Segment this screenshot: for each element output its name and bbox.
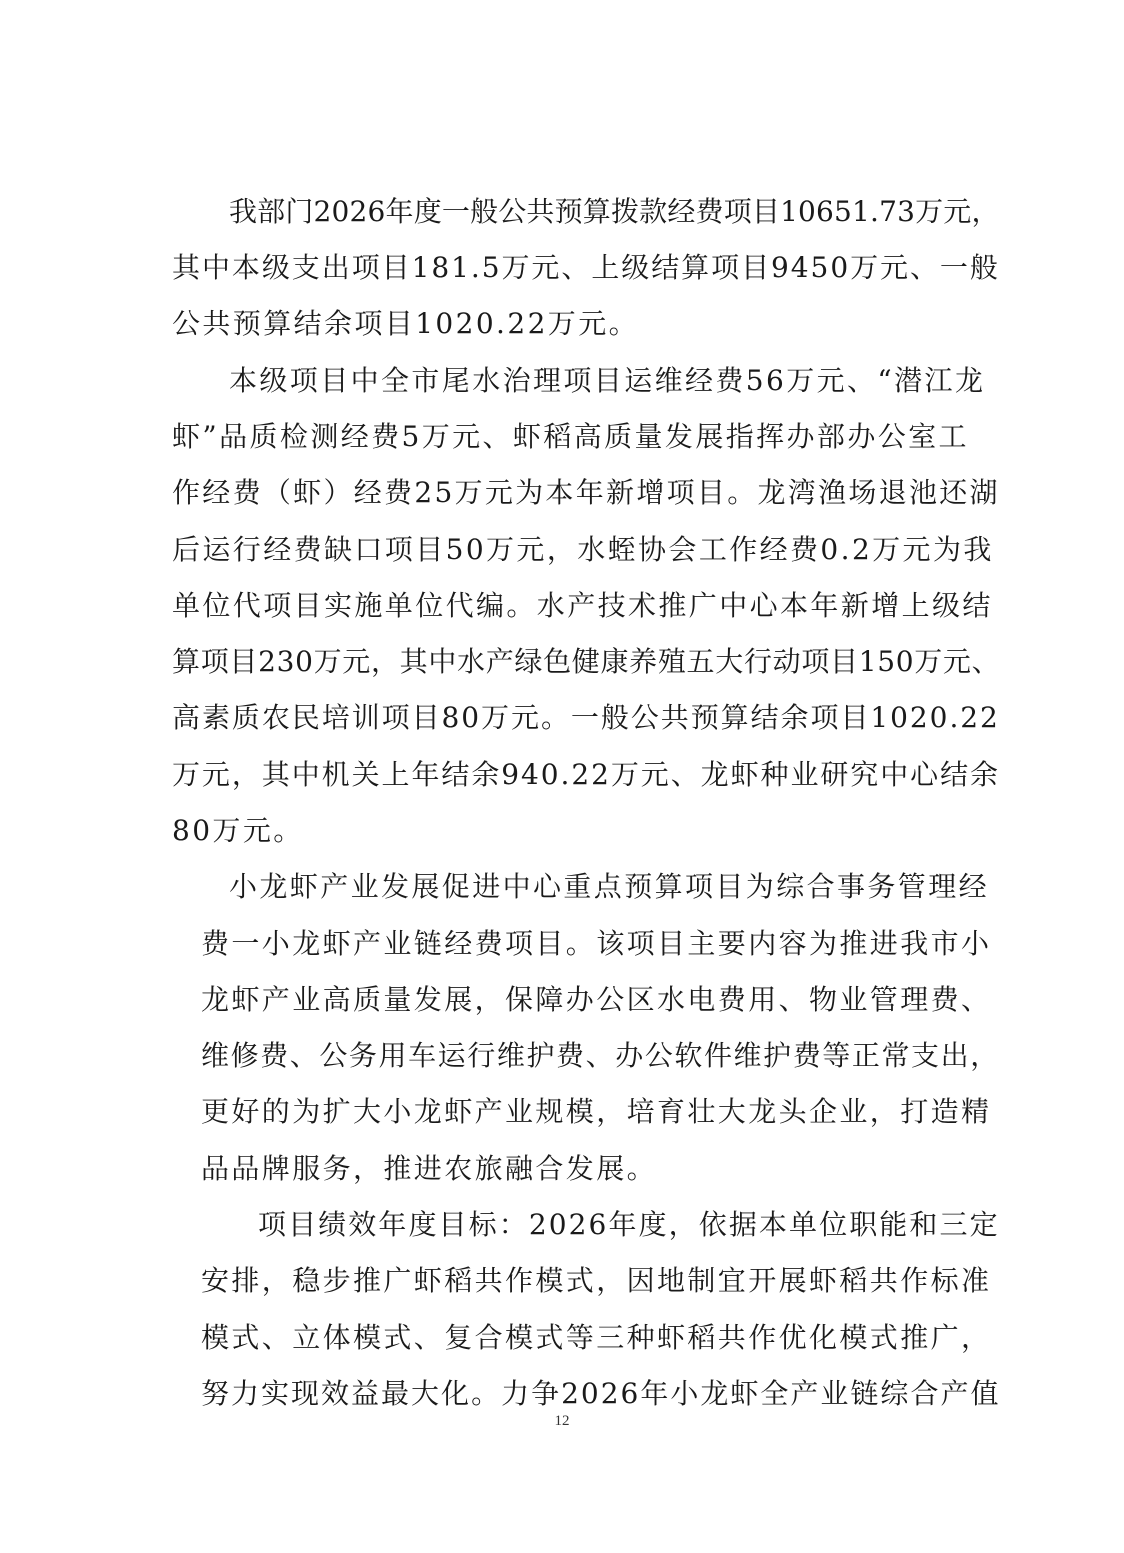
paragraph-3-line-1: 小龙虾产业发展促进中心重点预算项目为综合事务管理经 bbox=[229, 870, 990, 903]
paragraph-2-line-5: 单位代项目实施单位代编。水产技术推广中心本年新增上级结 bbox=[172, 589, 993, 622]
paragraph-2-line-2: 虾”品质检测经费5万元、虾稻高质量发展指挥办部办公室工 bbox=[172, 420, 969, 453]
paragraph-2-line-1: 本级项目中全市尾水治理项目运维经费56万元、“潜江龙 bbox=[229, 364, 986, 397]
paragraph-3-line-5: 更好的为扩大小龙虾产业规模，培育壮大龙头企业，打造精 bbox=[201, 1095, 992, 1128]
page-number: 12 bbox=[554, 1413, 570, 1429]
paragraph-1-line-2: 其中本级支出项目181.5万元、上级结算项目9450万元、一般 bbox=[172, 251, 1000, 284]
paragraph-3-line-2: 费一小龙虾产业链经费项目。该项目主要内容为推进我市小 bbox=[201, 927, 992, 960]
paragraph-3-line-4: 维修费、公务用车运行维护费、办公软件维护费等正常支出， bbox=[201, 1039, 1000, 1072]
paragraph-3-line-6: 品品牌服务，推进农旅融合发展。 bbox=[201, 1152, 658, 1185]
paragraph-2-line-9: 80万元。 bbox=[172, 814, 304, 847]
paragraph-1-line-1: 我部门2026年度一般公共预算拨款经费项目10651.73万元， bbox=[229, 195, 1000, 228]
paragraph-2-line-6: 算项目230万元，其中水产绿色健康养殖五大行动项目150万元、 bbox=[172, 645, 1001, 678]
paragraph-2-line-4: 后运行经费缺口项目50万元，水蛭协会工作经费0.2万元为我 bbox=[172, 533, 994, 566]
paragraph-1-line-3: 公共预算结余项目1020.22万元。 bbox=[172, 307, 639, 340]
paragraph-4-line-1: 项目绩效年度目标：2026年度，依据本单位职能和三定 bbox=[258, 1208, 1000, 1241]
paragraph-4-line-4: 努力实现效益最大化。力争2026年小龙虾全产业链综合产值 bbox=[201, 1377, 1001, 1410]
paragraph-2-line-8: 万元，其中机关上年结余940.22万元、龙虾种业研究中心结余 bbox=[172, 758, 1000, 791]
paragraph-2-line-3: 作经费（虾）经费25万元为本年新增项目。龙湾渔场退池还湖 bbox=[172, 476, 1000, 509]
paragraph-4-line-2: 安排，稳步推广虾稻共作模式，因地制宜开展虾稻共作标准 bbox=[201, 1264, 992, 1297]
paragraph-4-line-3: 模式、立体模式、复合模式等三种虾稻共作优化模式推广， bbox=[201, 1321, 992, 1354]
paragraph-2-line-7: 高素质农民培训项目80万元。一般公共预算结余项目1020.22 bbox=[172, 701, 1000, 734]
paragraph-3-line-3: 龙虾产业高质量发展，保障办公区水电费用、物业管理费、 bbox=[201, 983, 992, 1016]
